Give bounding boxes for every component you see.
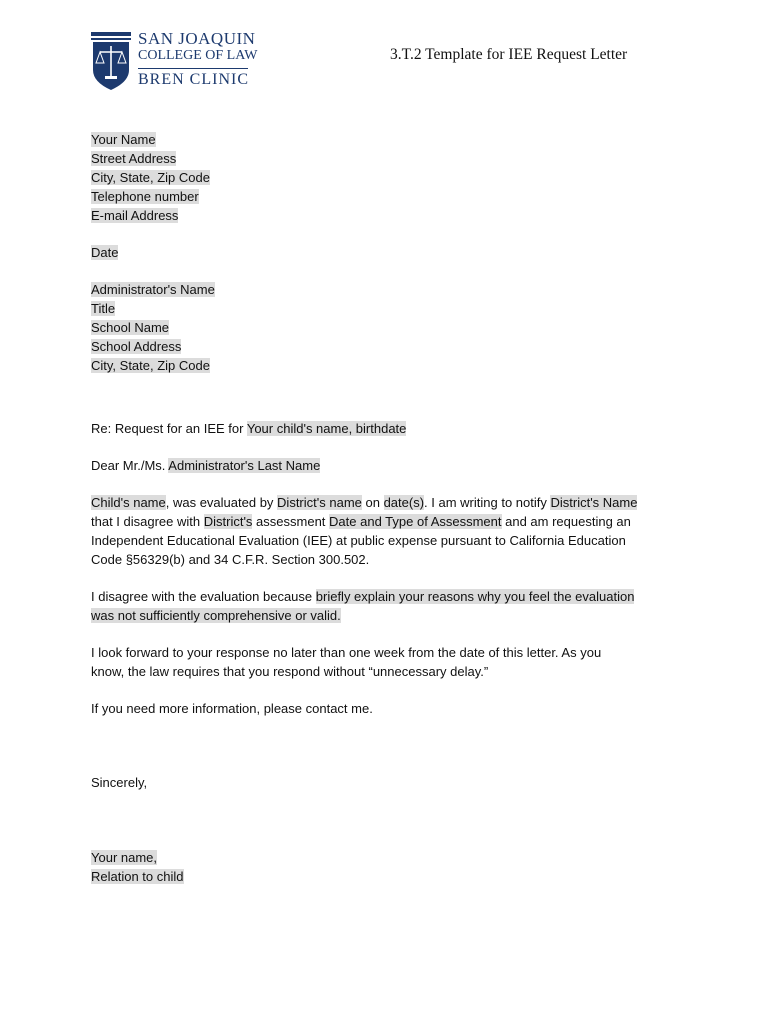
clinic-logo [90,30,260,92]
recipient-name-field: Administrator's Name [91,282,215,297]
sender-name-field: Your Name [91,132,156,147]
salutation: Dear Mr./Ms. Administrator's Last Name [91,458,321,473]
logo-line-bren-clinic: BREN CLINIC [138,71,249,88]
assessment-date-type-field: Date and Type of Assessment [329,514,502,529]
date-block [91,243,691,262]
date-field: Date [91,245,119,260]
reasons-field: briefly explain your reasons why you feel the evaluation [315,589,635,604]
subject-line: Re: Request for an IEE for Your child's name, birthdate [91,421,407,436]
recipient-city-field: City, State, Zip Code [91,358,210,373]
sender-street-field: Street Address [91,151,177,166]
page-title: 3.T.2 Template for IEE Request Letter [390,46,628,63]
relation-to-child-field: Relation to child [91,869,184,884]
evaluation-dates-field: date(s) [383,495,425,510]
paragraph-response-request: I look forward to your response no later than one week from the date of this letter. As you know, the law requires that you respond without “unnecessary delay.” [91,645,602,679]
district-field: District's [203,514,253,529]
recipient-school-field: School Name [91,320,170,335]
recipient-address-block [91,280,691,375]
sender-address-block [91,130,691,225]
paragraph-contact: If you need more information, please contact me. [91,701,373,716]
letter-body [91,130,691,886]
paragraph-evaluation-notice: Child's name, was evaluated by District's name on date(s). I am writing to notify District's Name that I disagree with District's assessment Date and Type of Assessment and am requesting an Independent Educational Evaluation (IEE) at public expense pursuant to California Education Code §56329(b) and 34 C.F.R. Section 300.502. [91,495,638,567]
paragraph-disagreement-reason: I disagree with the evaluation because briefly explain your reasons why you feel the evaluation was not sufficiently comprehensive or valid. [91,589,635,623]
logo-line-san-joaquin: SAN JOAQUIN [138,29,256,48]
signature-name-field: Your name, [91,850,158,865]
reasons-field-continued: was not sufficiently comprehensive or valid. [91,608,341,623]
recipient-title-field: Title [91,301,116,316]
child-info-field: Your child's name, birthdate [246,421,407,436]
child-name-field: Child's name [91,495,166,510]
logo-line-college-of-law: COLLEGE OF LAW [138,48,258,63]
sender-city-field: City, State, Zip Code [91,170,210,185]
sender-email-field: E-mail Address [91,208,179,223]
scales-of-justice-shield-icon [90,30,132,92]
closing: Sincerely, [91,775,148,790]
sender-phone-field: Telephone number [91,189,199,204]
recipient-address-field: School Address [91,339,182,354]
district-name-field-2: District's Name [550,495,638,510]
district-name-field: District's name [277,495,362,510]
logo-divider [138,68,248,69]
signature-block [91,848,691,886]
admin-last-name-field: Administrator's Last Name [168,458,321,473]
